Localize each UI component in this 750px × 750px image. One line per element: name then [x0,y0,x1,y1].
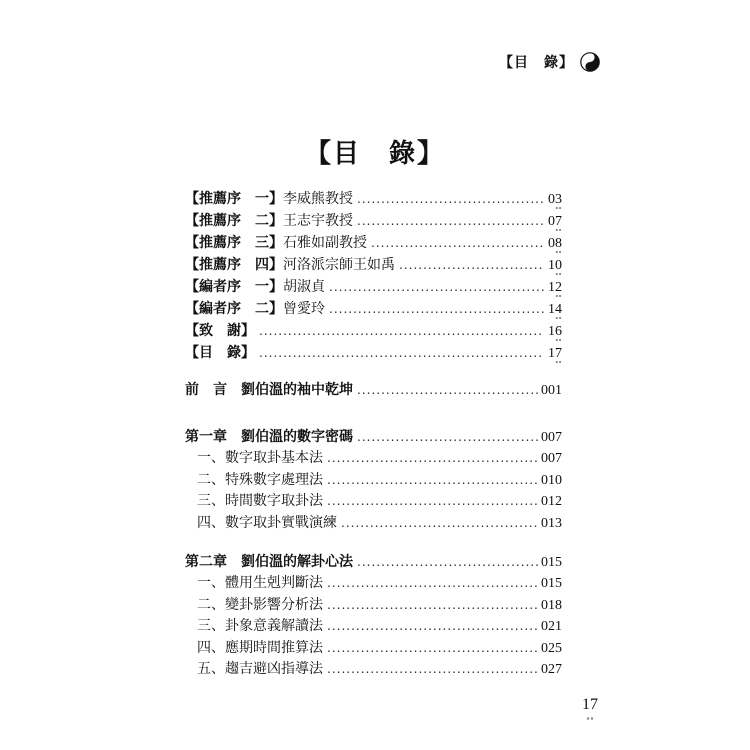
entry-page-number: 12 ∘∘ [546,280,562,296]
dot-leader [357,383,539,397]
subsection-page-number: 021 [541,619,562,634]
toc-subsection-entry[interactable] [197,572,562,592]
subsection-page-number: 015 [541,576,562,591]
running-header [490,50,600,74]
subsection-page-number: 025 [541,640,562,656]
subsection-page-number: 012 [541,494,562,509]
entry-page-number: 17 ∘∘ [546,346,562,362]
entry-page-number: 08 ∘∘ [546,236,562,252]
entry-page-number: 14 ∘∘ [546,302,562,318]
toc-chapter-entry[interactable] [185,426,562,446]
chapter-title: 劉伯溫的袖中乾坤 [241,382,353,398]
chapter-label: 第一章 [185,429,227,445]
running-header-text: 【目 錄】 [499,55,574,71]
entry-page-number: 10 ∘∘ [546,258,562,274]
page-number-ornament: ∘∘ [586,714,594,723]
entry-name: 河洛派宗師王如禹 [283,257,395,273]
dot-leader [259,346,544,360]
dot-leader [327,576,539,590]
chapter-label: 前 言 [185,382,227,398]
subsection-label: 二、特殊數字處理法 [197,471,323,488]
chapter-label: 第二章 [185,554,227,570]
subsection-label: 三、卦象意義解讀法 [197,618,323,634]
toc-front-matter-entry[interactable] [185,342,562,362]
dot-leader [371,236,544,250]
dot-leader [357,555,539,569]
entry-label: 【編者序 二】 [185,301,283,317]
subsection-page-number: 010 [541,472,562,488]
toc-subsection-entry[interactable] [197,594,562,614]
entry-label: 【目 錄】 [185,345,255,361]
dot-leader [357,192,544,206]
toc-chapter-entry[interactable] [185,379,562,399]
dot-leader [327,451,539,465]
subsection-label: 一、體用生剋判斷法 [197,575,323,591]
chapter-page-number: 015 [541,555,562,570]
chapter-title: 劉伯溫的數字密碼 [241,429,353,445]
page-number: 17 [582,696,598,713]
dot-leader [329,280,544,294]
dot-leader [327,494,539,508]
entry-page-number: 16 ∘∘ [546,324,562,340]
toc-front-matter-entry[interactable] [185,276,562,296]
entry-page-number: 07 ∘∘ [546,214,562,230]
taiji-icon [580,52,600,72]
toc-subsection-entry[interactable] [197,658,562,678]
toc-subsection-entry[interactable] [197,615,562,635]
chapter-page-number: 001 [541,383,562,398]
toc-front-matter-entry[interactable] [185,188,562,208]
entry-label: 【推薦序 三】 [185,235,283,251]
entry-label: 【推薦序 二】 [185,213,283,229]
toc-subsection-entry[interactable] [197,490,562,510]
subsection-label: 一、數字取卦基本法 [197,450,323,466]
toc-subsection-entry[interactable] [197,469,562,489]
toc-chapter-entry[interactable] [185,551,562,571]
subsection-label: 四、應期時間推算法 [197,639,323,656]
dot-leader [357,430,539,444]
dot-leader [329,302,544,316]
toc-front-matter-entry[interactable] [185,298,562,318]
subsection-page-number: 013 [541,515,562,531]
chapter-title: 劉伯溫的解卦心法 [241,554,353,570]
toc-subsection-entry[interactable] [197,512,562,532]
toc-front-matter-entry[interactable] [185,232,562,252]
toc-subsection-entry[interactable] [197,447,562,467]
chapter-page-number: 007 [541,430,562,445]
dot-leader [259,324,544,338]
entry-name: 曾愛玲 [283,301,325,317]
dot-leader [357,214,544,228]
entry-name: 王志宇教授 [283,213,353,229]
toc-front-matter-entry[interactable] [185,254,562,274]
entry-label: 【推薦序 一】 [185,191,283,207]
entry-name: 石雅如副教授 [283,235,367,251]
entry-name: 胡淑貞 [283,279,325,295]
dot-leader [327,662,539,676]
toc-subsection-entry[interactable] [197,637,562,657]
page-title: 【目 錄】 [304,139,445,169]
dot-leader [327,619,539,633]
dot-leader [327,641,539,655]
subsection-page-number: 027 [541,662,562,677]
entry-label: 【推薦序 四】 [185,257,283,273]
entry-page-number: 03 ∘∘ [546,192,562,208]
subsection-label: 二、變卦影響分析法 [197,596,323,613]
dot-leader [341,516,539,530]
subsection-label: 三、時間數字取卦法 [197,493,323,509]
subsection-label: 五、趨吉避凶指導法 [197,661,323,677]
dot-leader [327,473,539,487]
subsection-page-number: 007 [541,451,562,466]
entry-label: 【致 謝】 [185,323,255,339]
subsection-label: 四、數字取卦實戰演練 [197,514,337,531]
dot-leader [327,598,539,612]
subsection-page-number: 018 [541,597,562,613]
entry-name: 李威熊教授 [283,191,353,207]
dot-leader [399,258,544,272]
entry-label: 【編者序 一】 [185,279,283,295]
toc-front-matter-entry[interactable] [185,210,562,230]
toc-front-matter-entry[interactable] [185,320,562,340]
